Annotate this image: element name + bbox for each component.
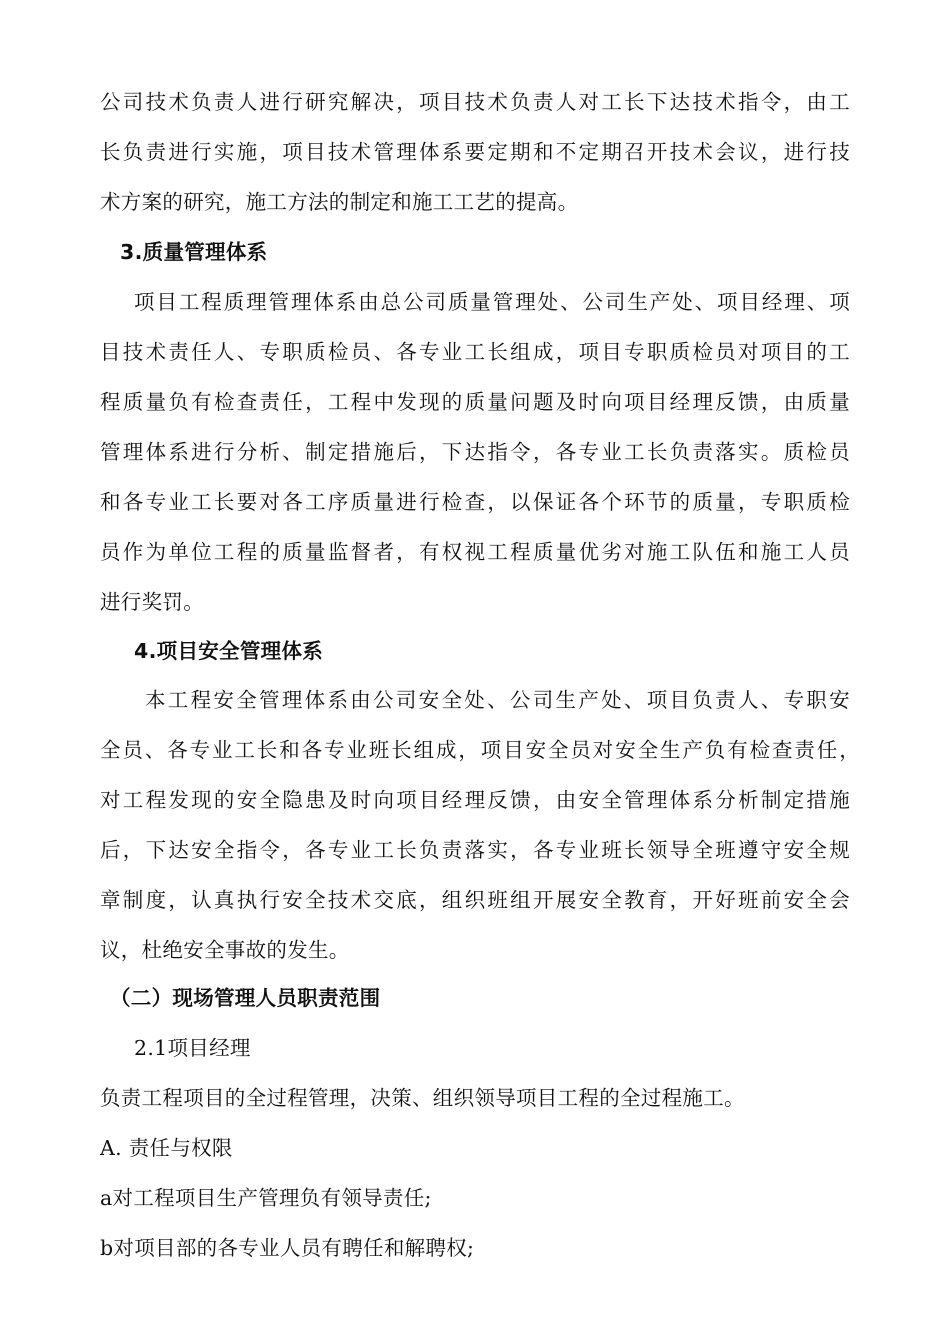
text-line: 员作为单位工程的质量监督者，有权视工程质量优劣对施工队伍和施工人员: [100, 540, 850, 564]
section-heading: （二）现场管理人员职责范围: [110, 986, 381, 1010]
text-line: 术方案的研究，施工方法的制定和施工工艺的提高。: [100, 190, 579, 214]
text-line: 程质量负有检查责任，工程中发现的质量问题及时向项目经理反馈，由质量: [100, 390, 850, 414]
list-heading: A. 责任与权限: [100, 1136, 233, 1160]
text-line: 长负责进行实施，项目技术管理体系要定期和不定期召开技术会议，进行技: [100, 140, 850, 164]
text-line: 项目工程质理管理体系由总公司质量管理处、公司生产处、项目经理、项: [134, 290, 850, 314]
section-heading: 3.质量管理体系: [120, 240, 268, 264]
text-line: 负责工程项目的全过程管理，决策、组织领导项目工程的全过程施工。: [100, 1086, 745, 1110]
text-line: 章制度，认真执行安全技术交底，组织班组开展安全教育，开好班前安全会: [100, 888, 850, 912]
text-line: 后，下达安全指令，各专业工长负责落实，各专业班长领导全班遵守安全规: [100, 838, 850, 862]
text-line: 全员、各专业工长和各专业班长组成，项目安全员对安全生产负有检查责任，: [100, 738, 860, 762]
subsection-heading: 2.1项目经理: [134, 1036, 251, 1060]
text-line: 本工程安全管理体系由公司安全处、公司生产处、项目负责人、专职安: [145, 688, 850, 712]
text-line: 管理体系进行分析、制定措施后，下达指令，各专业工长负责落实。质检员: [100, 440, 850, 464]
list-item: b对项目部的各专业人员有聘任和解聘权;: [100, 1236, 475, 1260]
text-line: 对工程发现的安全隐患及时向项目经理反馈，由安全管理体系分析制定措施: [100, 788, 850, 812]
text-line: 公司技术负责人进行研究解决，项目技术负责人对工长下达技术指令，由工: [100, 90, 850, 114]
list-item: a对工程项目生产管理负有领导责任;: [100, 1186, 432, 1210]
section-heading: 4.项目安全管理体系: [134, 639, 324, 663]
text-line: 目技术责任人、专职质检员、各专业工长组成，项目专职质检员对项目的工: [100, 340, 850, 364]
text-line: 和各专业工长要对各工序质量进行检查，以保证各个环节的质量，专职质检: [100, 490, 850, 514]
text-line: 议，杜绝安全事故的发生。: [100, 938, 350, 962]
text-line: 进行奖罚。: [100, 590, 204, 614]
